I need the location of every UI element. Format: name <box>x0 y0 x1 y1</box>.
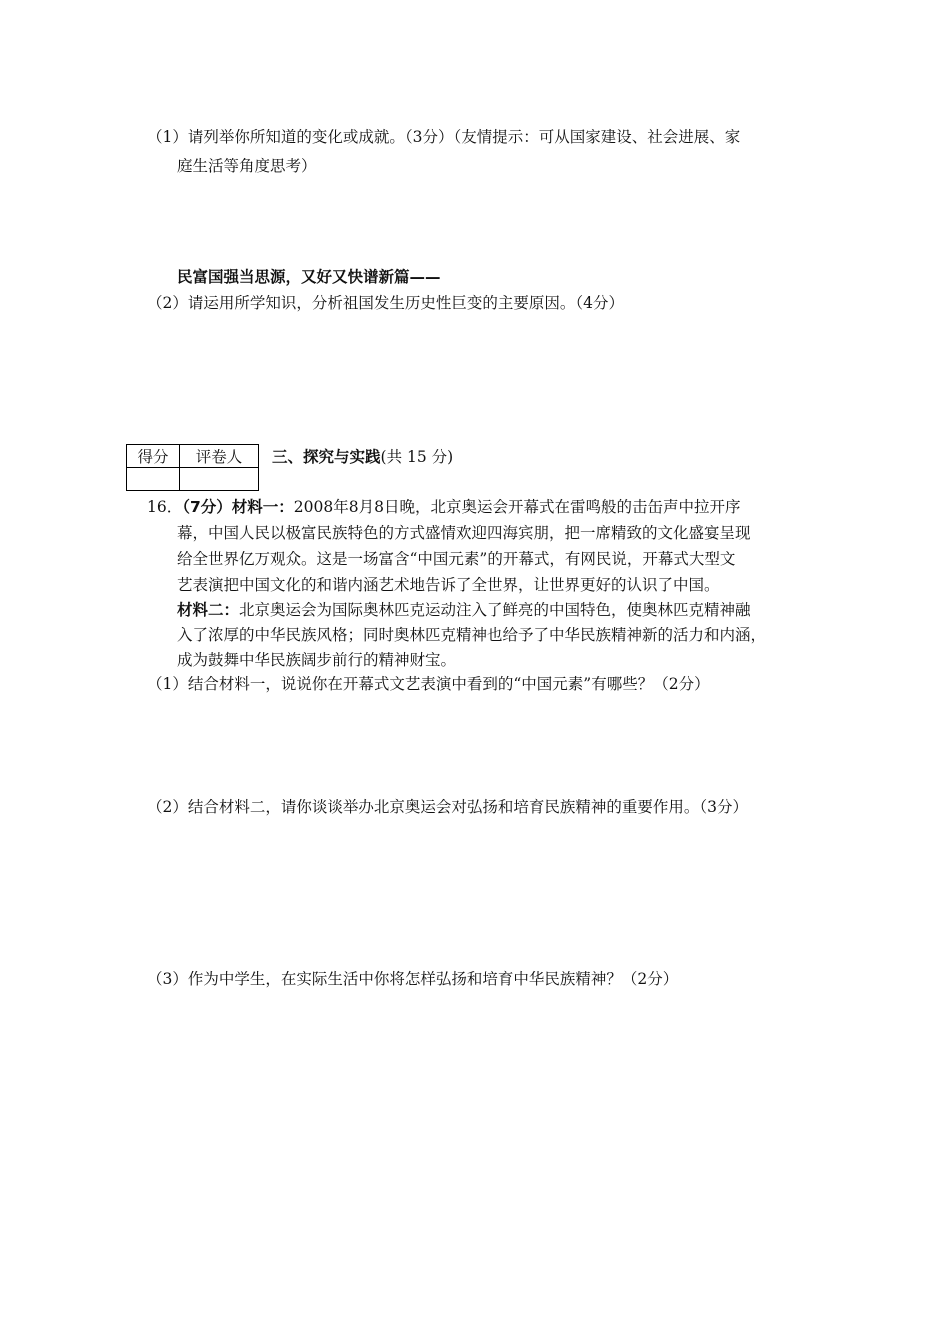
section3-title: 三、探究与实践 <box>272 448 381 466</box>
material2-first-line <box>177 599 751 621</box>
material2-label: 材料二： <box>177 601 240 619</box>
material2-line3: 成为鼓舞中华民族阔步前行的精神财宝。 <box>177 651 457 669</box>
q15-sub1-line2: 庭生活等角度思考） <box>177 157 317 175</box>
material1-line4: 艺表演把中国文化的和谐内涵艺术地告诉了全世界，让世界更好的认识了中国。 <box>177 576 720 594</box>
material1-label: 材料一： <box>231 498 294 516</box>
q16-sub2: （2）结合材料二，请你谈谈举办北京奥运会对弘扬和培育民族精神的重要作用。（3分） <box>147 798 748 816</box>
material2-line2: 入了浓厚的中华民族风格；同时奥林匹克精神也给予了中华民族精神新的活力和内涵， <box>177 626 767 644</box>
material2-line1: 北京奥运会为国际奥林匹克运动注入了鲜亮的中国特色，使奥林匹克精神融 <box>239 601 751 619</box>
q16-number: 16． <box>147 498 183 516</box>
grader-label: 评卷人 <box>180 445 259 468</box>
q15-heading: 民富国强当思源，又好又快谱新篇—— <box>177 268 441 286</box>
score-box <box>126 444 259 491</box>
q16-points: （7分） <box>182 498 232 516</box>
grader-cell[interactable] <box>180 468 259 491</box>
q16-sub1: （1）结合材料一，说说你在开幕式文艺表演中看到的“中国元素”有哪些？（2分） <box>147 675 710 693</box>
score-cell[interactable] <box>127 468 180 491</box>
material1-line2: 幕，中国人民以极富民族特色的方式盛情欢迎四海宾朋，把一席精致的文化盛宴呈现 <box>177 524 751 542</box>
score-label: 得分 <box>127 445 180 468</box>
q16-sub3: （3）作为中学生，在实际生活中你将怎样弘扬和培育中华民族精神？（2分） <box>147 970 679 988</box>
section3-points: (共 15 分) <box>380 448 454 466</box>
q16-first-line <box>147 496 740 518</box>
section3-heading <box>272 446 453 468</box>
material1-line1: 2008年8月8日晚，北京奥运会开幕式在雷鸣般的击缶声中拉开序 <box>293 498 741 516</box>
material1-line3: 给全世界亿万观众。这是一场富含“中国元素”的开幕式，有网民说，开幕式大型文 <box>177 550 736 568</box>
q15-sub1-line1: （1）请列举你所知道的变化或成就。（3分）（友情提示：可从国家建设、社会进展、家 <box>147 128 741 146</box>
q15-sub2: （2）请运用所学知识，分析祖国发生历史性巨变的主要原因。（4分） <box>147 294 624 312</box>
